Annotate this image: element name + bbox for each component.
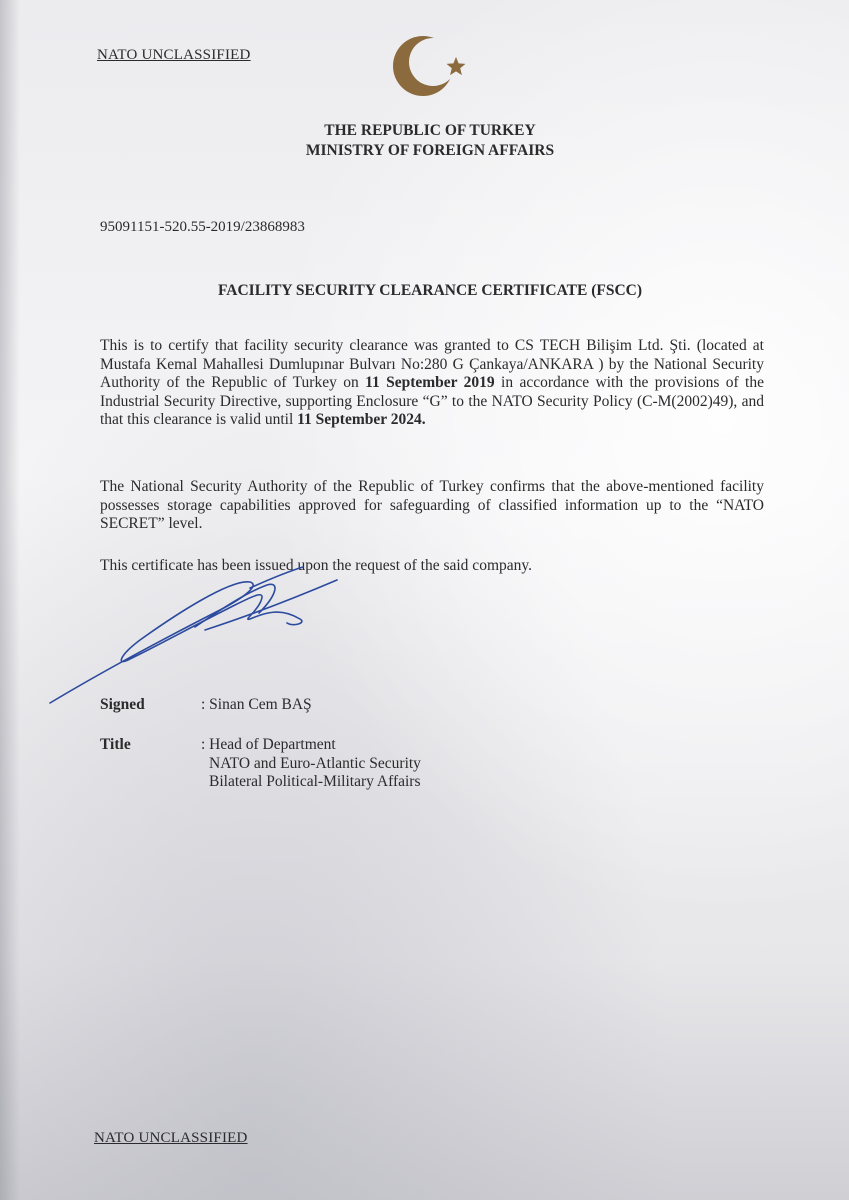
paragraph-1-text-b: in accordance with the provisions of the Industrial Security Directive, supporting Enclosure “G” to the NATO Security Policy (C-M(2002)49), and that this clearance is valid until (100, 374, 764, 429)
certificate-title: FACILITY SECURITY CLEARANCE CERTIFICATE (FSCC) (217, 282, 643, 299)
classification-marking-bottom: NATO UNCLASSIFIED (94, 1130, 248, 1146)
signer-title-line: NATO and Euro-Atlantic Security (209, 754, 421, 772)
handwritten-signature (45, 555, 345, 715)
crescent-star-icon (383, 30, 473, 100)
signer-title-line: Bilateral Political-Military Affairs (209, 773, 421, 791)
certificate-paragraph-1 (100, 337, 764, 430)
certificate-paragraph-3: This certificate has been issued upon the request of the said company. (100, 557, 532, 574)
classification-marking-top: NATO UNCLASSIFIED (97, 47, 251, 63)
certificate-paragraph-2: The National Security Authority of the Republic of Turkey confirms that the above-mentioned facility possesses storage capabilities approved for safeguarding of classified information up to the “NATO SECRET” level. (100, 478, 764, 533)
signed-label: Signed (100, 696, 145, 713)
page-shadow (0, 0, 20, 1200)
paragraph-1-text-a: This is to certify that facility security clearance was granted to CS TECH Bilişim Ltd. Şti. (located at Mustafa Kemal Mahallesi Dumlupınar Bulvarı No:280 G Çankaya/ANKARA ) by the National Security Authority of the Republic of Turkey on (100, 337, 764, 392)
title-label: Title (100, 736, 131, 753)
date-granted: 11 September 2019 (365, 374, 495, 392)
signer-name: : Sinan Cem BAŞ (201, 696, 312, 713)
signer-title (201, 736, 421, 792)
ministry-heading-line-2: MINISTRY OF FOREIGN AFFAIRS (305, 142, 555, 159)
date-valid-until: 11 September 2024. (297, 411, 426, 429)
signer-title-line: : Head of Department (201, 736, 336, 753)
ministry-heading-line-1: THE REPUBLIC OF TURKEY (324, 122, 536, 139)
reference-number: 95091151-520.55-2019/23868983 (100, 219, 305, 235)
